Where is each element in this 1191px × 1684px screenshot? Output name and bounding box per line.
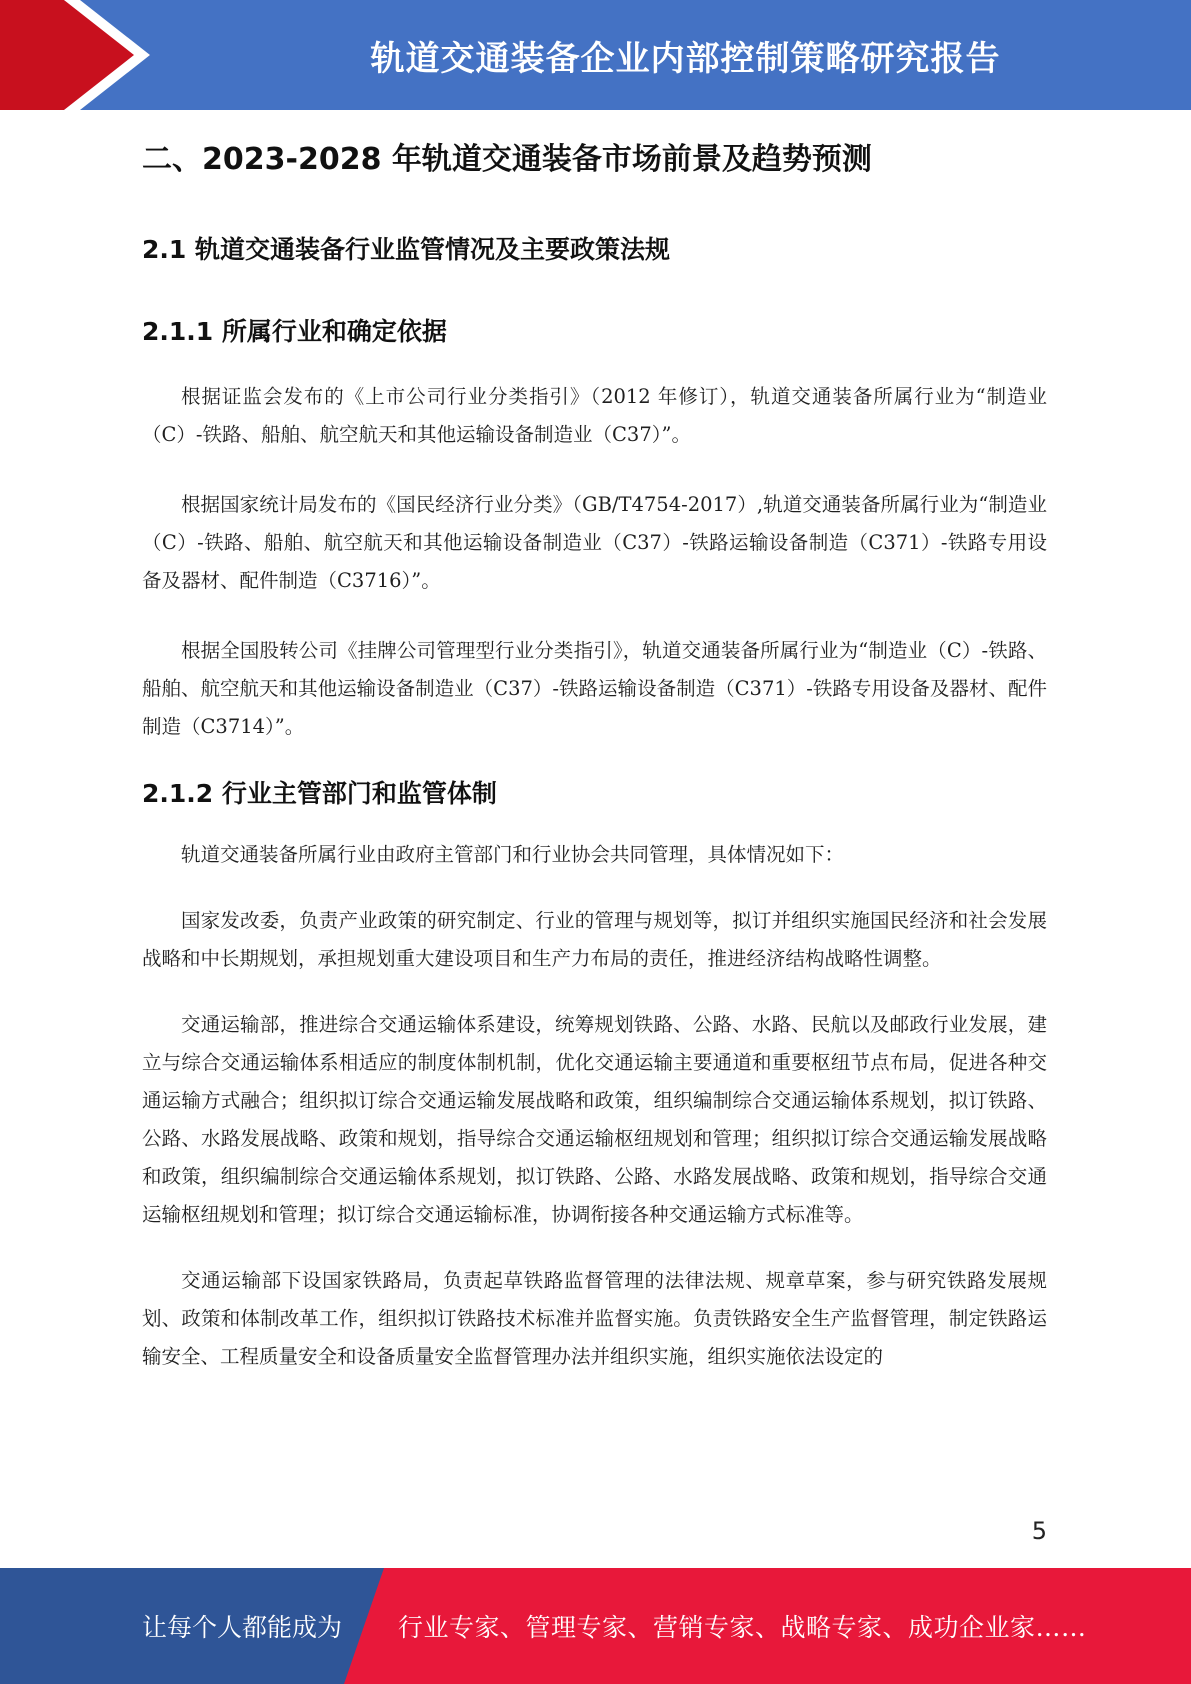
paragraph: 根据国家统计局发布的《国民经济行业分类》（GB/T4754-2017）,轨道交通装备所属行业为“制造业（C）-铁路、船舶、航空航天和其他运输设备制造业（C37）-铁路运输设备制造（C371）-铁路专用设备及器材、配件制造（C3716）”。 xyxy=(142,493,1047,592)
sub-section-heading: 2.1 轨道交通装备行业监管情况及主要政策法规 xyxy=(142,235,670,264)
paragraph: 轨道交通装备所属行业由政府主管部门和行业协会共同管理，具体情况如下： xyxy=(181,843,845,866)
page-content xyxy=(142,138,1047,1376)
section-heading: 二、2023-2028 年轨道交通装备市场前景及趋势预测 xyxy=(142,142,872,177)
sub-sub-heading-regulation: 2.1.2 行业主管部门和监管体制 xyxy=(142,779,497,808)
report-header-band xyxy=(0,0,1191,110)
page-number: 5 xyxy=(1031,1517,1047,1545)
chevron-arrow-icon xyxy=(0,0,200,110)
paragraph: 交通运输部下设国家铁路局，负责起草铁路监督管理的法律法规、规章草案，参与研究铁路发展规划、政策和体制改革工作，组织拟订铁路技术标准并监督实施。负责铁路安全生产监督管理，制定铁路运输安全、工程质量安全和设备质量安全监督管理办法并组织实施，组织实施依法设定的 xyxy=(142,1269,1047,1368)
footer-slogan-right: 行业专家、管理专家、营销专家、战略专家、成功企业家…… xyxy=(398,1613,1087,1642)
paragraph: 国家发改委，负责产业政策的研究制定、行业的管理与规划等，拟订并组织实施国民经济和社会发展战略和中长期规划，承担规划重大建设项目和生产力布局的责任，推进经济结构战略性调整。 xyxy=(142,909,1047,970)
paragraph: 交通运输部，推进综合交通运输体系建设，统筹规划铁路、公路、水路、民航以及邮政行业发展，建立与综合交通运输体系相适应的制度体制机制，优化交通运输主要通道和重要枢纽节点布局，促进各种交通运输方式融合；组织拟订综合交通运输发展战略和政策，组织编制综合交通运输体系规划，拟订铁路、公路、水路发展战略、政策和规划，指导综合交通运输枢纽规划和管理；组织拟订综合交通运输发展战略和政策，组织编制综合交通运输体系规划，拟订铁路、公路、水路发展战略、政策和规划，指导综合交通运输枢纽规划和管理；拟订综合交通运输标准，协调衔接各种交通运输方式标准等。 xyxy=(142,1013,1047,1226)
sub-sub-heading-industry: 2.1.1 所属行业和确定依据 xyxy=(142,317,447,346)
report-footer-band xyxy=(0,1568,1191,1684)
footer-slogan-left: 让每个人都能成为 xyxy=(142,1613,343,1642)
paragraph: 根据全国股转公司《挂牌公司管理型行业分类指引》，轨道交通装备所属行业为“制造业（C）-铁路、船舶、航空航天和其他运输设备制造业（C37）-铁路运输设备制造（C371）-铁路专用设备及器材、配件制造（C3714）”。 xyxy=(142,639,1047,738)
report-title: 轨道交通装备企业内部控制策略研究报告 xyxy=(370,38,1001,79)
paragraph: 根据证监会发布的《上市公司行业分类指引》（2012 年修订），轨道交通装备所属行业为“制造业（C）-铁路、船舶、航空航天和其他运输设备制造业（C37）”。 xyxy=(142,385,1047,446)
